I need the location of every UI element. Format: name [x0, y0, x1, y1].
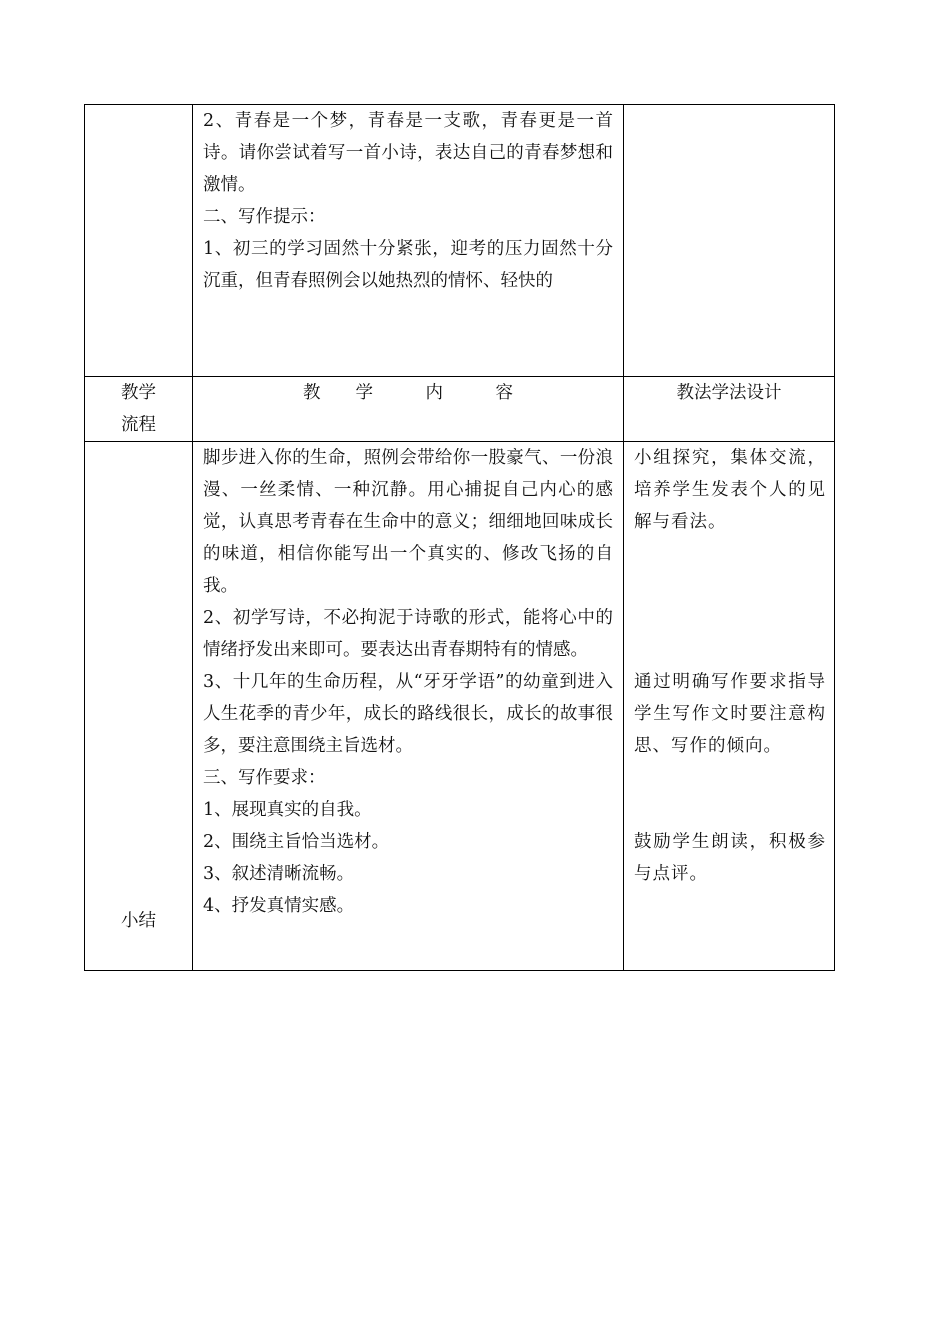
continued-row — [85, 105, 835, 377]
header-content-cell — [193, 377, 624, 442]
header-flow-line2: 流程 — [121, 415, 156, 435]
method-note: 小组探究，集体交流，培养学生发表个人的见解与看法。 — [634, 448, 826, 532]
header-flow-cell — [85, 377, 193, 442]
header-row — [85, 377, 835, 442]
content-paragraph: 2、青春是一个梦，青春是一支歌，青春更是一首诗。请你尝试着写一首小诗，表达自己的青春梦想和激情。 — [203, 111, 613, 195]
content-paragraph: 三、写作要求： — [203, 768, 326, 788]
content-paragraph: 3、叙述清晰流畅。 — [203, 864, 355, 884]
header-method-cell — [624, 377, 835, 442]
summary-label-cell — [85, 442, 193, 971]
content-paragraph: 1、初三的学习固然十分紧张，迎考的压力固然十分沉重，但青春照例会以她热烈的情怀、轻快的 — [203, 239, 613, 291]
continued-label-cell — [85, 105, 193, 377]
lesson-plan-table — [84, 104, 835, 971]
method-note: 通过明确写作要求指导学生写作文时要注意构思、写作的倾向。 — [634, 672, 826, 756]
summary-label: 小结 — [121, 911, 156, 931]
method-note: 鼓励学生朗读，积极参与点评。 — [634, 832, 826, 884]
continued-content-cell — [193, 105, 624, 377]
body-content-cell — [193, 442, 624, 971]
content-paragraph: 2、围绕主旨恰当选材。 — [203, 832, 390, 852]
body-row — [85, 442, 835, 971]
content-paragraph: 4、抒发真情实感。 — [203, 896, 355, 916]
header-flow-line1: 教学 — [121, 383, 156, 403]
content-paragraph: 1、展现真实的自我。 — [203, 800, 372, 820]
content-paragraph: 二、写作提示： — [203, 207, 326, 227]
body-method-cell — [624, 442, 835, 971]
content-paragraph: 脚步进入你的生命，照例会带给你一股豪气、一份浪漫、一丝柔情、一种沉静。用心捕捉自己内心的感觉，认真思考青春在生命中的意义；细细地回味成长的味道，相信你能写出一个真实的、修改飞扬的自我。 — [203, 448, 613, 596]
header-method-label: 教法学法设计 — [676, 383, 782, 403]
header-content-label: 教 学 内 容 — [303, 383, 513, 403]
continued-method-cell — [624, 105, 835, 377]
content-paragraph: 2、初学写诗，不必拘泥于诗歌的形式，能将心中的情绪抒发出来即可。要表达出青春期特有的情感。 — [203, 608, 613, 660]
content-paragraph: 3、十几年的生命历程，从“牙牙学语”的幼童到进入人生花季的青少年，成长的路线很长，成长的故事很多，要注意围绕主旨选材。 — [203, 672, 613, 756]
